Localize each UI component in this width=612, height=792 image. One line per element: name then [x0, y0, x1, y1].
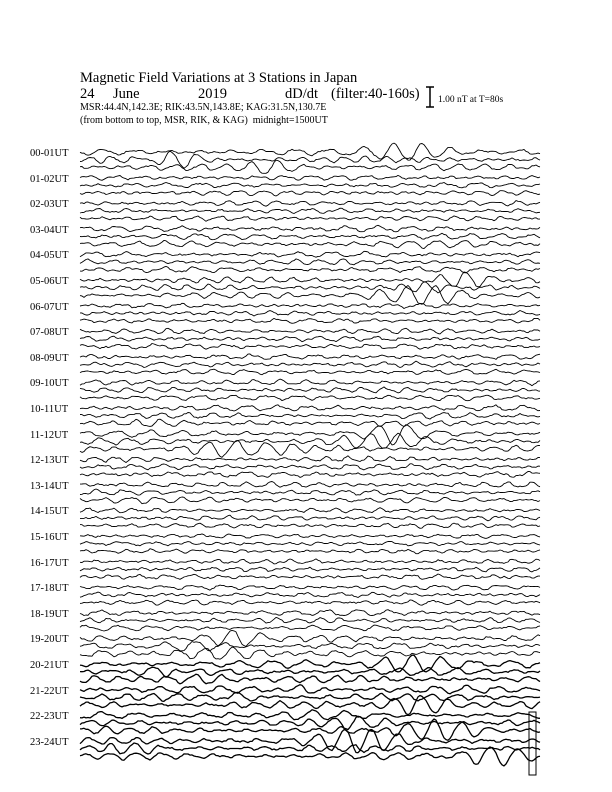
trace-msr	[80, 523, 540, 528]
filter-label: (filter:40-160s)	[331, 86, 420, 102]
date-day: 24	[80, 86, 95, 102]
trace-rik	[80, 282, 540, 293]
hour-label: 17-18UT	[30, 583, 69, 595]
trace-kag	[80, 225, 540, 232]
trace-kag	[80, 272, 540, 287]
chart-title: Magnetic Field Variations at 3 Stations in Japan	[80, 70, 358, 86]
hour-label: 01-02UT	[30, 173, 69, 185]
trace-msr	[80, 647, 540, 659]
trace-kag	[80, 251, 540, 257]
trace-rik	[80, 183, 540, 188]
hour-label: 09-10UT	[30, 378, 69, 390]
date-month: June	[113, 86, 140, 102]
hour-label: 02-03UT	[30, 199, 69, 211]
hour-label: 15-16UT	[30, 532, 69, 543]
trace-rik	[80, 692, 540, 701]
trace-msr	[80, 318, 540, 323]
trace-kag	[80, 630, 540, 646]
hour-label: 06-07UT	[30, 301, 69, 313]
trace-kag	[80, 143, 540, 160]
trace-rik	[80, 233, 540, 239]
trace-msr	[80, 497, 540, 504]
hour-label: 16-17UT	[30, 557, 69, 569]
trace-msr	[80, 574, 540, 579]
trace-rik	[80, 433, 540, 448]
quantity-label: dD/dt	[285, 86, 319, 102]
trace-rik	[80, 413, 540, 420]
trace-kag	[80, 585, 540, 590]
trace-kag	[80, 405, 540, 411]
trace-msr	[80, 344, 540, 350]
trace-rik	[80, 667, 540, 677]
trace-kag	[80, 534, 540, 539]
trace-msr	[80, 395, 540, 400]
trace-msr	[80, 160, 540, 173]
hour-label: 23-24UT	[30, 736, 69, 748]
hour-label: 19-20UT	[30, 634, 69, 646]
trace-kag	[80, 610, 540, 616]
hour-label: 21-22UT	[30, 685, 69, 697]
hour-label: 20-21UT	[30, 660, 69, 671]
hour-label: 04-05UT	[30, 250, 69, 262]
trace-rik	[80, 541, 540, 545]
station-coordinates: MSR:44.4N,142.3E; RIK:43.5N,143.8E; KAG:31.5N,130.7E	[80, 102, 327, 113]
trace-msr	[80, 240, 540, 248]
trace-kag	[80, 482, 540, 488]
trace-rik	[80, 464, 540, 470]
trace-msr	[80, 674, 540, 684]
trace-msr	[80, 549, 540, 554]
order-note: (from bottom to top, MSR, RIK, & KAG)	[80, 115, 248, 126]
trace-msr	[80, 625, 540, 631]
trace-msr	[80, 369, 540, 375]
hour-label: 05-06UT	[30, 276, 69, 287]
trace-kag	[80, 328, 540, 334]
trace-kag	[80, 354, 540, 359]
trace-msr	[80, 419, 540, 426]
trace-kag	[80, 175, 540, 180]
hour-label: 00-01UT	[30, 148, 69, 159]
trace-rik	[80, 592, 540, 597]
hour-label: 22-23UT	[30, 711, 69, 723]
trace-msr	[80, 472, 540, 478]
trace-rik	[80, 642, 540, 651]
trace-rik	[80, 259, 540, 265]
trace-rik	[80, 311, 540, 317]
trace-rik	[80, 567, 540, 572]
hour-label: 13-14UT	[30, 480, 69, 492]
trace-msr	[80, 266, 540, 272]
hour-label: 18-19UT	[30, 608, 69, 620]
trace-msr	[80, 191, 540, 196]
trace-kag	[80, 379, 540, 386]
hour-label: 03-04UT	[30, 224, 69, 236]
trace-kag	[80, 685, 540, 694]
trace-rik	[80, 617, 540, 623]
hour-label: 12-13UT	[30, 455, 69, 467]
date-year: 2019	[198, 86, 227, 102]
hour-label: 14-15UT	[30, 506, 69, 518]
scale-label: 1.00 nT at T=80s	[438, 95, 504, 105]
trace-rik	[80, 515, 540, 521]
trace-rik	[80, 208, 540, 213]
trace-rik	[80, 743, 540, 754]
trace-kag	[80, 655, 540, 672]
trace-msr	[80, 719, 540, 740]
trace-rik	[80, 489, 540, 495]
trace-rik	[80, 336, 540, 342]
hour-label: 10-11UT	[30, 404, 69, 415]
trace-kag	[80, 303, 540, 308]
trace-kag	[80, 201, 540, 207]
hour-label: 07-08UT	[30, 327, 69, 339]
midnight-note: midnight=1500UT	[252, 115, 328, 126]
trace-kag	[80, 508, 540, 513]
trace-rik	[80, 387, 540, 393]
trace-rik	[80, 361, 540, 367]
trace-msr	[80, 600, 540, 605]
hour-label: 11-12UT	[30, 429, 69, 441]
trace-kag	[80, 710, 540, 720]
trace-kag	[80, 456, 540, 463]
trace-rik	[80, 716, 540, 729]
hour-label: 08-09UT	[30, 352, 69, 364]
trace-kag	[80, 559, 540, 564]
trace-msr	[80, 216, 540, 221]
